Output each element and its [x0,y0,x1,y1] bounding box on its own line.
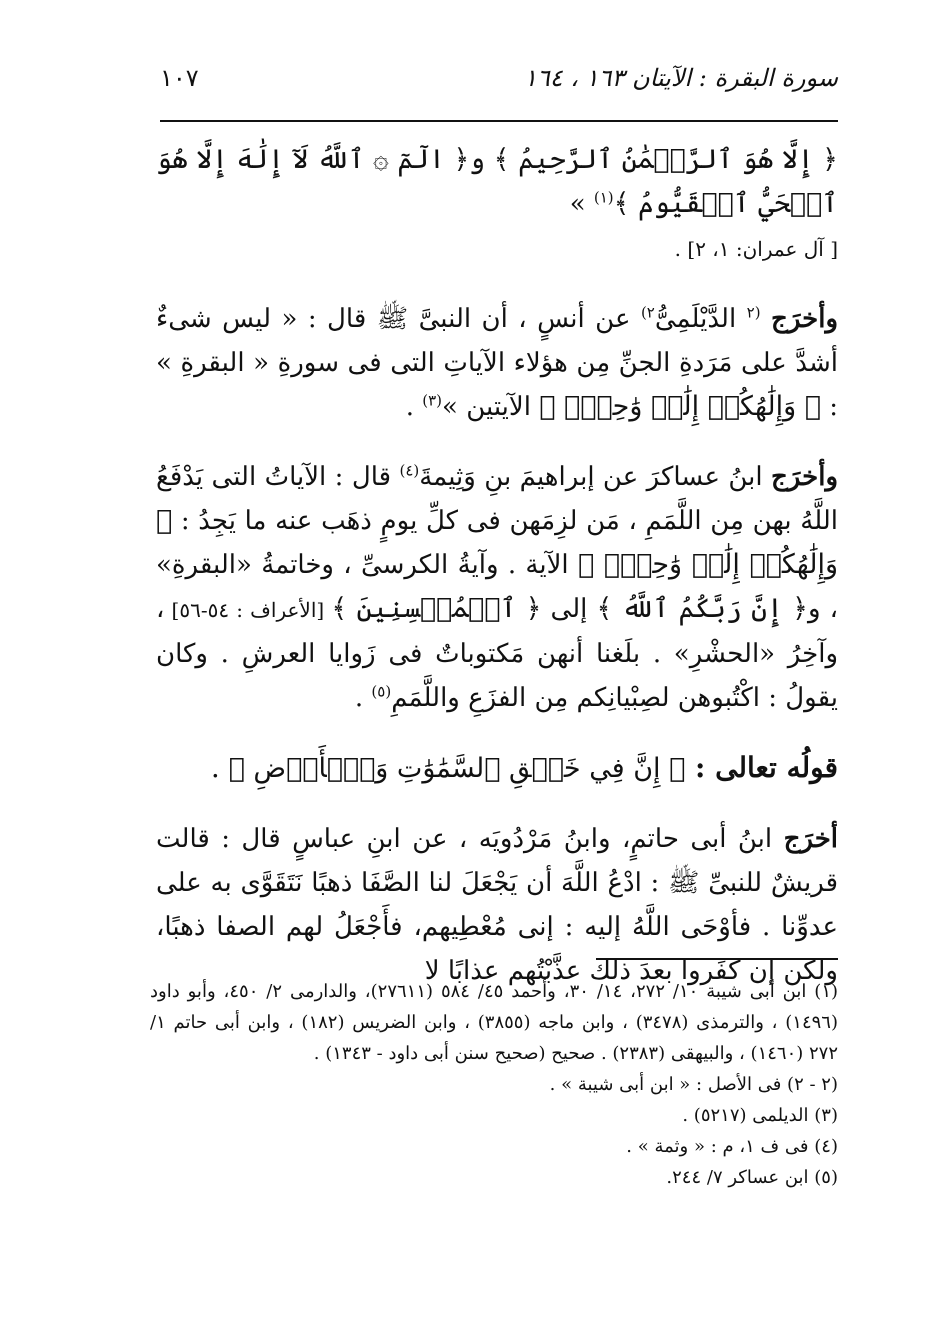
paragraph-text: عن أنسٍ ، أن النبىَّ ﷺ قال : « ليس شىءٌ أشدَّ على مَرَدةِ الجنِّ مِن هؤلاء الآياتِ التى فى سورةِ « البقرةِ » : [156,304,838,422]
paragraph-lead: أخرَج [783,824,838,854]
footnote-marker: (٢ [746,303,761,322]
footnotes-rule [596,958,838,960]
page-header [160,64,838,98]
footnote-2: (٢ - ٢) فى الأصل : « ابن أبى شيبة » . [549,1074,838,1095]
paragraph-lead: وأخرَج [771,462,838,492]
footnote-5: (٥) ابن عساكر ٧/ ٢٤٤. [666,1167,838,1188]
paragraph-3 [156,455,838,720]
paragraph-text: الآية . وآيةُ الكرسىِّ ، وخاتمةُ «البقرةِ» ، و [156,550,838,624]
section-heading [156,746,838,791]
quran-verse: ﴿ إِنَّ فِي خَلۡقِ ٱلسَّمَٰوَٰتِ وَٱلۡأَرۡضِ ﴾ [228,753,686,784]
paragraph-text: . [354,683,372,713]
narrator-name: الدَّيْلَمِىُّ [654,304,747,334]
paragraph-text: قال : الآياتُ التى يَدْفَعُ اللَّهُ بهن مِن اللَّمَمِ ، مَن لزِمَهن فى كلِّ يومٍ ذهَب عنه ما يَجِدُ : [156,462,838,536]
quran-verse: ﴿ وَإِلَٰهُكُمۡ إِلَٰهٞ وَٰحِدٞۖ ﴾ [156,505,838,580]
quran-verse: ﴿ ٱلۡمُحۡسِنِينَ ﴾ [331,593,542,624]
footnote-marker: (٣) [422,391,443,410]
paragraph-text: إلى [541,594,597,624]
heading-label: قولُه تعالى : [685,751,838,784]
quran-verse: ﴿ وَإِلَٰهُكُمۡ إِلَٰهٞ وَٰحِدٞۖ ﴾ [539,391,821,422]
header-rule [160,120,838,122]
footnote-marker: (١) [593,188,614,207]
footnote-3: (٣) الديلمى (٥٢١٧) . [682,1105,838,1126]
quran-verse: ﴿ إِنَّ رَبَّكُمُ ٱللَّهُ ﴾ [596,593,808,624]
footnotes [150,976,838,1193]
paragraph-lead: وأخرَج [771,304,839,334]
footnote-marker: ٢) [640,303,655,322]
footnote-4: (٤) فى ف ١، م : « وثمة » . [626,1136,838,1157]
paragraph-4 [156,817,838,993]
paragraph-text: الآيتين » [442,392,540,422]
paragraph-text: . [405,392,423,422]
quote-end: » [569,189,594,219]
footnote-marker: (٤) [399,461,420,480]
running-title: سورة البقرة : الآيتان ١٦٣ ، ١٦٤ [523,64,838,92]
paragraph-1 [156,138,838,271]
footnote-1: (١) ابن أبى شيبة ١٠/ ٢٧٢، ١٤/ ٣٠، وأحمد ٤٥/ ٥٨٤ (٢٧٦١١)، والدارمى ٢/ ٤٥٠، وأبو داود (١٤٩٦) ، والترمذى (٣٤٧٨) ، وابن ماجه (٣٨٥٥) ، وابن الضريس (١٨٢) ، وابن أبى حاتم ١/ ٢٧٢ (١٤٦٠) ، والبيهقى (٢٣٨٣) . صحيح (صحيح سنن أبى داود - ١٣٤٣) . [150,981,839,1064]
quran-verse: ﴿ إِلَّا هُوَ ٱلرَّحۡمَٰنُ ٱلرَّحِيمُ ﴾ و﴿ الٓمٓ ۞ ٱللَّهُ لَآ إِلَٰهَ إِلَّا هُوَ ٱلۡحَيُّ ٱلۡقَيُّومُ ﴾ [156,144,838,219]
page-number: ١٠٧ [160,64,199,92]
verse-reference: [الأعراف : ٥٤-٥٦] [164,598,332,622]
paragraph-text: ابنُ عساكرَ عن إبراهيمَ بنِ وَثِيمةَ [419,462,772,492]
paragraph-text: ، وآخِرُ «الحشْرِ» . بلَغنا أنهن مَكتوباتٌ فى زَوايا العرشِ . وكان يقولُ : اكْتُبوهن لصِبْيانِكم مِن الفزَعِ واللَّمَمِ [156,594,838,713]
paragraph-text: ابنُ أبى حاتمٍ، وابنُ مَرْدُويَه ، عن ابنِ عباسٍ قال : قالت قريشٌ للنبىِّ ﷺ : ادْعُ اللَّهَ أن يَجْعَلَ لنا الصَّفَا ذهبًا نَتَقَوَّى به على عدوِّنا . فأوْحَى اللَّهُ إليه : إنى مُعْطِيهم، فأَجْعَلُ لهم الصفا ذهبًا، ولكن إن كفَروا بعدَ ذلك عذَّبْتُهم عذابًا لا [156,824,838,986]
footnote-marker: (٥) [371,682,392,701]
main-text [156,138,838,993]
verse-reference: [ آل عمران: ١، ٢] . [674,237,838,261]
paragraph-2 [156,297,838,429]
heading-end: . [210,751,229,784]
